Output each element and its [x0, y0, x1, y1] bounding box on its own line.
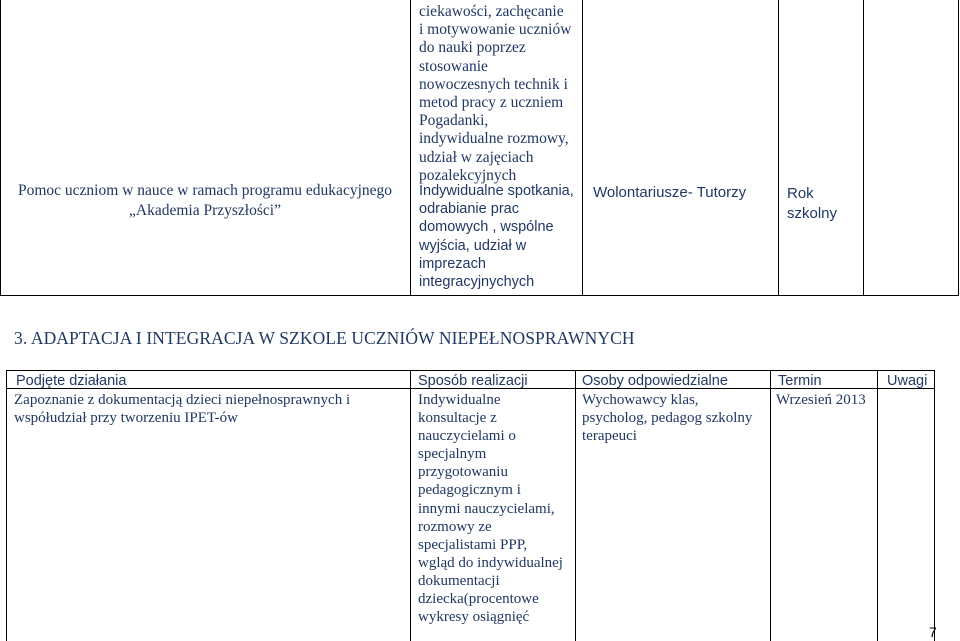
t2-method-line: Indywidualne	[418, 392, 501, 408]
t1-border-v3	[778, 0, 779, 296]
t1-method-line: Pogadanki,	[419, 112, 489, 130]
t2-method-line: rozmowy ze	[418, 518, 492, 535]
t1-method-part1	[419, 3, 571, 185]
t1-method-line: nowoczesnych technik i	[419, 75, 568, 93]
t2-border-top	[6, 370, 935, 371]
t1-method-line: odrabianie prac	[419, 201, 519, 218]
t2-actions-line: Zapoznanie z dokumentacją dzieci niepełnosprawnych i	[14, 392, 351, 408]
t1-method-line: i motywowanie uczniów	[419, 21, 572, 39]
t2-method-cell	[418, 391, 563, 626]
t1-method-line: pozalekcyjnych	[419, 166, 517, 184]
t2-method-line: nauczycielami o	[418, 428, 516, 445]
t1-method-line: Indywidualne spotkania,	[419, 183, 574, 199]
section-heading: 3. ADAPTACJA I INTEGRACJA W SZKOLE UCZNIÓW NIEPEŁNOSPRAWNYCH	[14, 328, 635, 348]
t1-border-v2	[582, 0, 583, 296]
t1-term-cell	[787, 184, 837, 224]
t2-method-line: wykresy osiągnięć	[418, 609, 530, 626]
page-number: 7	[929, 624, 937, 640]
t1-method-line: udział w zajęciach	[419, 148, 534, 166]
t2-header-actions: Podjęte działania	[16, 373, 127, 389]
t2-border-left	[6, 370, 7, 641]
t1-method-line: indywidualne rozmowy,	[419, 130, 569, 148]
t2-people-line: psycholog, pedagog szkolny	[582, 410, 753, 427]
t2-method-line: dziecka(procentowe	[418, 591, 539, 608]
t2-actions-cell	[14, 391, 350, 427]
t1-method-line: domowych , wspólne	[419, 219, 554, 236]
t2-people-line: terapeuci	[582, 428, 637, 445]
t1-method-line: integracyjnychych	[419, 274, 535, 291]
t2-people-line: Wychowawcy klas,	[582, 392, 699, 408]
t2-actions-line: współudział przy tworzeniu IPET-ów	[14, 410, 238, 427]
t1-border-v4	[863, 0, 864, 296]
t2-method-line: wgląd do indywidualnej	[418, 554, 563, 571]
t2-header-people: Osoby odpowiedzialne	[582, 373, 728, 389]
t2-border-right	[934, 370, 935, 641]
t1-method-line: stosowanie	[419, 57, 488, 75]
t2-border-v1	[410, 370, 411, 641]
t2-header-method: Sposób realizacji	[418, 373, 528, 389]
t2-border-v4	[877, 370, 878, 641]
t1-activity-cell	[5, 181, 405, 221]
t1-method-line: ciekawości, zachęcanie	[419, 3, 564, 20]
t2-header-notes: Uwagi	[887, 373, 928, 389]
t2-border-v2	[575, 370, 576, 641]
t1-method-line: wyjścia, udział w	[419, 237, 527, 254]
t2-method-line: konsultacje z	[418, 410, 497, 427]
t1-border-bottom	[0, 295, 959, 296]
t1-term-line1: Rok	[787, 185, 814, 202]
t1-border-right	[958, 0, 959, 296]
t1-method-line: do nauki poprzez	[419, 39, 526, 57]
t1-activity-line2: „Akademia Przyszłości”	[129, 202, 281, 219]
t2-method-line: specjalistami PPP,	[418, 536, 528, 553]
t2-method-line: pedagogicznym i	[418, 482, 521, 499]
t2-method-line: innymi nauczycielami,	[418, 500, 555, 517]
t2-term-cell: Wrzesień 2013	[776, 392, 866, 408]
t2-people-cell	[582, 391, 752, 445]
t2-border-v3	[770, 370, 771, 641]
t2-method-line: dokumentacji	[418, 572, 500, 589]
t1-method-part2	[419, 182, 574, 291]
t1-border-left	[0, 0, 1, 296]
t2-method-line: przygotowaniu	[418, 464, 508, 481]
t1-people-cell: Wolontariusze- Tutorzy	[593, 184, 747, 201]
t1-activity-line1: Pomoc uczniom w nauce w ramach programu edukacyjnego	[17, 182, 393, 199]
t1-method-line: metod pracy z uczniem	[419, 94, 564, 112]
t1-border-v1	[410, 0, 411, 296]
t1-term-line2: szkolny	[787, 205, 838, 222]
t2-header-term: Termin	[778, 373, 822, 389]
t2-method-line: specjalnym	[418, 446, 487, 463]
t1-method-line: imprezach	[419, 255, 486, 272]
